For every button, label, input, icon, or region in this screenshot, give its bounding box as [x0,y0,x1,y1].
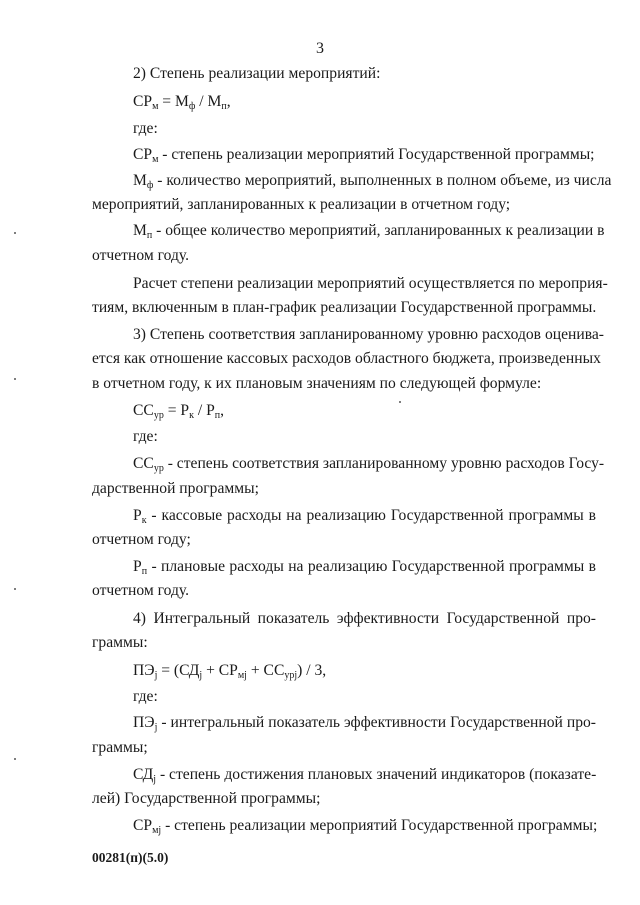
text-line: граммы; [92,739,148,756]
text-line: отчетном году. [92,247,190,264]
text-line: $ПЭ_j$ - интегральный показатель эффективности Государственной про- [133,714,596,733]
text-line: в отчетном году, к их плановым значениям по следующей формуле: [92,375,542,392]
text-line: $Р_к$ - кассовые расходы на реализацию Государственной программы в [133,507,596,526]
text-line: 3) Степень соответствия запланированному уровню расходов оценива- [133,326,604,343]
formula-line: $ПЭ_j = (СД_j + СР_{мj} + СС_{урj}) / 3$, [133,662,327,681]
scan-speck [14,232,16,234]
text-line: граммы: [92,634,148,651]
text-line: $М_ф$ - количество мероприятий, выполненных в полном объеме, из числа [133,172,612,191]
text-line: 4) Интегральный показатель эффективности Государственной про- [133,610,596,627]
text-line: $СР_м$ - степень реализации мероприятий Государственной программы; [133,146,595,165]
text-line: где: [133,428,158,445]
scan-speck [399,401,401,403]
text-line: ется как отношение кассовых расходов областного бюджета, произведенных [92,350,601,367]
text-line: 2) Степень реализации мероприятий: [133,65,381,82]
text-line: $СР_{мj}$ - степень реализации мероприятий Государственной программы; [133,817,598,836]
text-line: где: [133,688,158,705]
text-line: $СС_{ур}$ - степень соответствия запланированному уровню расходов Госу- [133,455,605,474]
text-line: $СД_j$ - степень достижения плановых значений индикаторов (показате- [133,766,597,785]
text-line: отчетном году. [92,582,190,599]
text-line: лей) Государственной программы; [92,790,321,807]
text-line: $М_п$ - общее количество мероприятий, запланированных к реализации в [133,222,605,241]
text-line: тиям, включенным в план-график реализации Государственной программы. [92,299,597,316]
text-line: $Р_п$ - плановые расходы на реализацию Государственной программы в [133,558,596,577]
text-line: Расчет степени реализации мероприятий осуществляется по мероприя- [133,275,608,292]
formula-line: $СС_{ур} = Р_к / Р_п$, [133,402,225,421]
text-line: мероприятий, запланированных к реализации в отчетном году; [92,196,511,213]
text-line: где: [133,120,158,137]
scan-speck [14,378,16,380]
scan-speck [14,758,16,760]
page-number: 3 [316,40,324,57]
scan-speck [14,588,16,590]
text-line: отчетном году; [92,531,191,548]
text-line: дарственной программы; [92,480,259,497]
footer-code: 00281(п)(5.0) [92,850,169,865]
formula-line: $СР_м = М_ф / М_п$, [133,93,231,112]
